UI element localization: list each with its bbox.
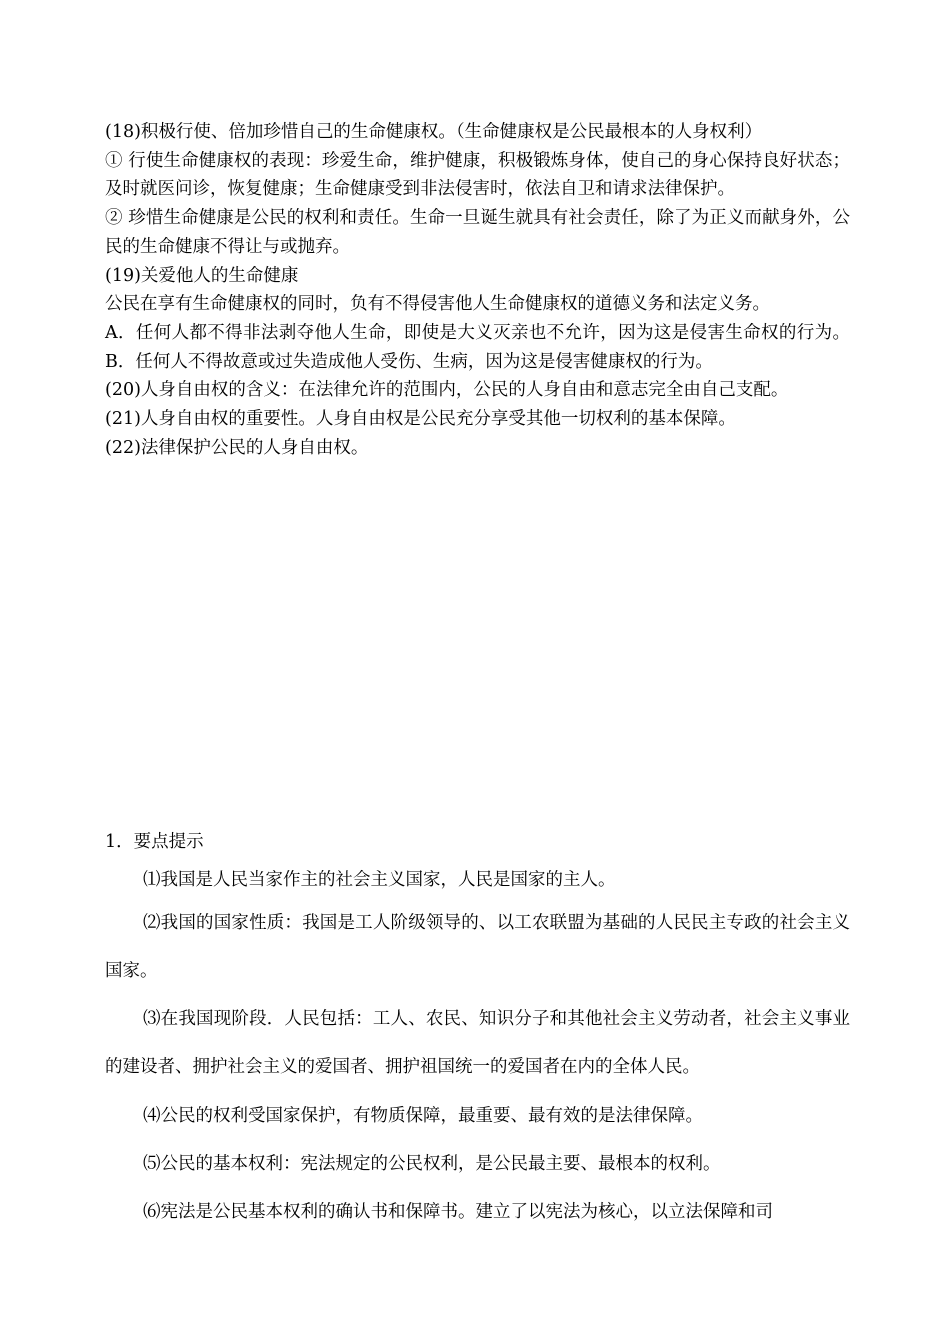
key-point-6: ⑹宪法是公民基本权利的确认书和保障书。建立了以宪法为核心，以立法保障和司 (143, 1202, 773, 1222)
point-19-text: 公民在享有生命健康权的同时，负有不得侵害他人生命健康权的道德义务和法定义务。 (105, 294, 770, 315)
point-21: (21)人身自由权的重要性。人身自由权是公民充分享受其他一切权利的基本保障。 (105, 409, 736, 430)
notes-section-key-points (105, 827, 850, 1227)
key-point-2: ⑵我国的国家性质：我国是工人阶级领导的、以工农联盟为基础的人民民主专政的社会主义国家。 (105, 913, 850, 981)
point-18-heading: (18)积极行使、倍加珍惜自己的生命健康权。（生命健康权是公民最根本的人身权利） (105, 122, 763, 142)
key-point-4: ⑷公民的权利受国家保护，有物质保障，最重要、最有效的是法律保障。 (143, 1106, 703, 1126)
point-19-heading: (19)关爱他人的生命健康 (105, 265, 299, 286)
point-20: (20)人身自由权的含义：在法律允许的范围内，公民的人身自由和意志完全由自己支配。 (105, 380, 789, 401)
point-18-item-2: ② 珍惜生命健康是公民的权利和责任。生命一旦诞生就具有社会责任，除了为正义而献身外，公民的生命健康不得让与或抛弃。 (105, 208, 850, 257)
point-19-items-ab: A．任何人都不得非法剥夺他人生命，即使是大义灭亲也不允许，因为这是侵害生命权的行为。B．任何人不得故意或过失造成他人受伤、生病，因为这是侵害健康权的行为。 (105, 322, 850, 372)
key-point-3: ⑶在我国现阶段．人民包括：工人、农民、知识分子和其他社会主义劳动者，社会主义事业的建设者、拥护社会主义的爱国者、拥护祖国统一的爱国者在内的全体人民。 (105, 1009, 850, 1077)
point-18-item-1: ① 行使生命健康权的表现：珍爱生命，维护健康，积极锻炼身体，使自己的身心保持良好状态；及时就医问诊，恢复健康；生命健康受到非法侵害时，依法自卫和请求法律保护。 (105, 150, 850, 200)
key-points-heading: 1．要点提示 (105, 832, 204, 852)
notes-section-life-health (105, 118, 850, 462)
key-point-1: ⑴我国是人民当家作主的社会主义国家，人民是国家的主人。 (143, 870, 616, 890)
point-22: (22)法律保护公民的人身自由权。 (105, 437, 369, 458)
key-point-5: ⑸公民的基本权利：宪法规定的公民权利，是公民最主要、最根本的权利。 (143, 1154, 721, 1174)
